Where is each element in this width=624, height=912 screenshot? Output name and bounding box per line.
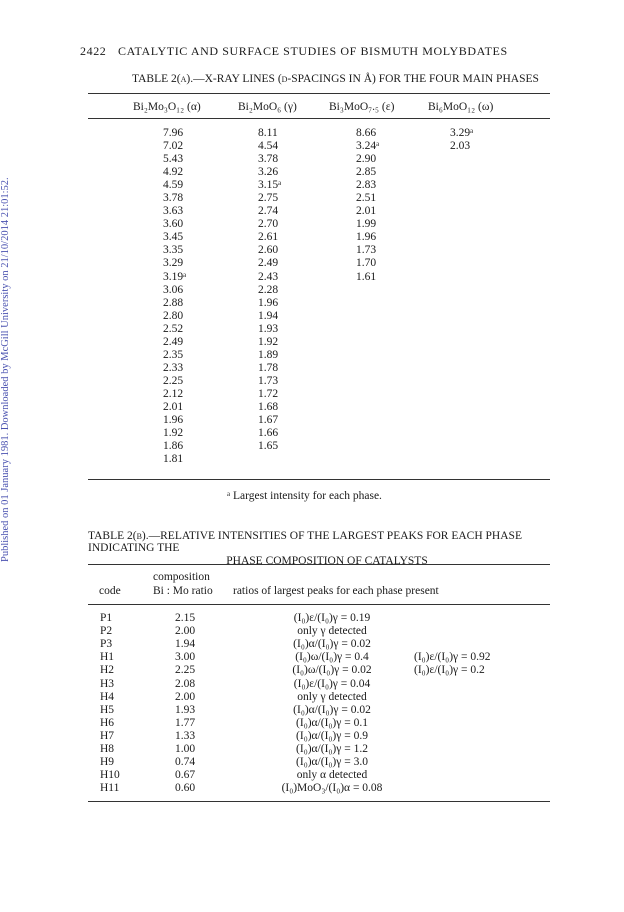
table-a-column-alpha: 7.96 7.02 5.43 4.92 4.59 3.78 3.63 3.60 3.45 3.35 3.29 3.19ᵃ 3.06 2.88 2.80 2.52 2.49 2.35 2.33 2.25 2.12 2.01 1.96 1.92 1.86 1.81 xyxy=(163,127,187,466)
table-row xyxy=(0,625,624,638)
row-peak-ratios: (I₀)α/(I₀)γ = 0.02 xyxy=(293,638,371,651)
table-row xyxy=(0,691,624,704)
table-a-top-rule xyxy=(88,93,550,94)
table-row xyxy=(0,743,624,756)
table-row xyxy=(0,651,624,664)
row-ratio: 2.08 xyxy=(174,677,196,690)
table-a-column-gamma: 8.11 4.54 3.78 3.26 3.15ᵃ 2.75 2.74 2.70 2.61 2.60 2.49 2.43 2.28 1.96 1.94 1.93 1.92 1.89 1.78 1.73 1.72 1.68 1.67 1.66 1.65 xyxy=(258,127,282,453)
row-peak-ratios: (I₀)ε/(I₀)γ = 0.19 xyxy=(293,612,371,624)
row-ratio: 0.60 xyxy=(174,782,196,795)
row-code: P1 xyxy=(100,612,113,624)
row-peak-ratios: (I₀)ε/(I₀)γ = 0.04 xyxy=(293,677,371,690)
table-a-header-omega: Bi₆MoO₁₂ (ω) xyxy=(428,101,494,113)
table-b-body xyxy=(0,612,624,802)
row-code: H6 xyxy=(100,716,115,729)
table-row xyxy=(0,638,624,651)
table-a-header-alpha: Bi₂Mo₃O₁₂ (α) xyxy=(133,101,201,113)
row-ratio: 3.00 xyxy=(174,651,196,664)
row-peak-ratios: only γ detected xyxy=(297,690,367,703)
table-row xyxy=(0,678,624,691)
row-ratio: 1.33 xyxy=(174,729,196,742)
row-peak-ratios: only α detected xyxy=(296,769,368,782)
row-code: H10 xyxy=(100,769,120,782)
table-row xyxy=(0,664,624,677)
row-code: P2 xyxy=(100,625,113,638)
table-b-header-ratio: Bi : Mo ratio xyxy=(153,585,213,597)
row-peak-ratios: (I₀)α/(I₀)γ = 0.9 xyxy=(296,729,368,742)
row-peak-ratios: (I₀)α/(I₀)γ = 0.02 xyxy=(293,703,371,716)
table-row xyxy=(0,730,624,743)
table-a-header-gamma: Bi₂MoO₆ (γ) xyxy=(238,101,297,113)
running-title: CATALYTIC AND SURFACE STUDIES OF BISMUTH MOLYBDATES xyxy=(118,44,508,58)
row-extra-ratio: (I₀)ε/(I₀)γ = 0.2 xyxy=(414,664,485,677)
page-number: 2422 xyxy=(80,44,107,58)
row-code: H8 xyxy=(100,743,115,755)
row-peak-ratios: only γ detected xyxy=(297,625,367,638)
download-notice: Published on 01 January 1981. Downloaded by McGill University on 21/10/2014 21:01:52. xyxy=(0,177,11,563)
table-row xyxy=(0,769,624,782)
table-b-caption xyxy=(88,530,566,567)
row-ratio: 2.15 xyxy=(174,612,196,624)
table-b-header-ratios: ratios of largest peaks for each phase present xyxy=(233,585,439,597)
row-peak-ratios: (I₀)α/(I₀)γ = 0.1 xyxy=(296,716,368,729)
table-b-header-code: code xyxy=(99,585,121,597)
row-ratio: 1.00 xyxy=(174,743,196,755)
row-peak-ratios: (I₀)ω/(I₀)γ = 0.02 xyxy=(292,664,372,677)
row-extra-ratio: (I₀)ε/(I₀)γ = 0.92 xyxy=(414,651,491,664)
row-code: H3 xyxy=(100,677,115,690)
row-peak-ratios: (I₀)α/(I₀)γ = 1.2 xyxy=(296,743,368,755)
table-b-caption-line2: PHASE COMPOSITION OF CATALYSTS xyxy=(226,555,428,567)
table-a-column-omega: 3.29ᵃ 2.03 xyxy=(450,127,474,153)
row-ratio: 1.77 xyxy=(174,716,196,729)
row-code: H1 xyxy=(100,651,115,664)
running-head xyxy=(80,44,508,59)
table-row xyxy=(0,704,624,717)
row-ratio: 2.25 xyxy=(174,664,196,677)
table-a-caption: TABLE 2(a).—X-RAY LINES (d-SPACINGS IN Å) FOR THE FOUR MAIN PHASES xyxy=(132,73,539,85)
row-peak-ratios: (I₀)ω/(I₀)γ = 0.4 xyxy=(295,651,369,664)
row-ratio: 2.00 xyxy=(174,625,196,638)
table-row xyxy=(0,782,624,795)
table-a-header-rule xyxy=(88,118,550,119)
table-b-caption-line1: TABLE 2(b).—RELATIVE INTENSITIES OF THE LARGEST PEAKS FOR EACH PHASE INDICATING THE xyxy=(88,530,522,554)
row-code: H5 xyxy=(100,703,115,716)
row-code: H4 xyxy=(100,690,115,703)
table-b-bottom-rule xyxy=(88,801,550,802)
row-ratio: 2.00 xyxy=(174,690,196,703)
table-b-top-rule xyxy=(88,564,550,565)
row-ratio: 0.74 xyxy=(174,756,196,769)
row-peak-ratios: (I₀)α/(I₀)γ = 3.0 xyxy=(296,756,368,769)
table-row xyxy=(0,717,624,730)
row-peak-ratios: (I₀)MoO₃/(I₀)α = 0.08 xyxy=(281,782,383,795)
table-b-header-rule xyxy=(88,604,550,605)
row-code: H2 xyxy=(100,664,115,677)
table-row xyxy=(0,756,624,769)
row-ratio: 1.94 xyxy=(174,638,196,651)
row-code: P3 xyxy=(100,638,113,651)
table-a-header-epsilon: Bi₃MoO₇.₅ (ε) xyxy=(329,101,395,113)
row-code: H11 xyxy=(100,782,120,795)
table-a-bottom-rule xyxy=(88,479,550,480)
table-a-column-epsilon: 8.66 3.24ᵃ 2.90 2.85 2.83 2.51 2.01 1.99 1.96 1.73 1.70 1.61 xyxy=(356,127,380,283)
table-b-header-composition: composition xyxy=(153,571,210,583)
row-code: H7 xyxy=(100,729,115,742)
row-ratio: 1.93 xyxy=(174,703,196,716)
table-a-footnote: ᵃ Largest intensity for each phase. xyxy=(227,490,382,502)
row-code: H9 xyxy=(100,756,115,769)
table-row xyxy=(0,612,624,625)
row-ratio: 0.67 xyxy=(174,769,196,782)
